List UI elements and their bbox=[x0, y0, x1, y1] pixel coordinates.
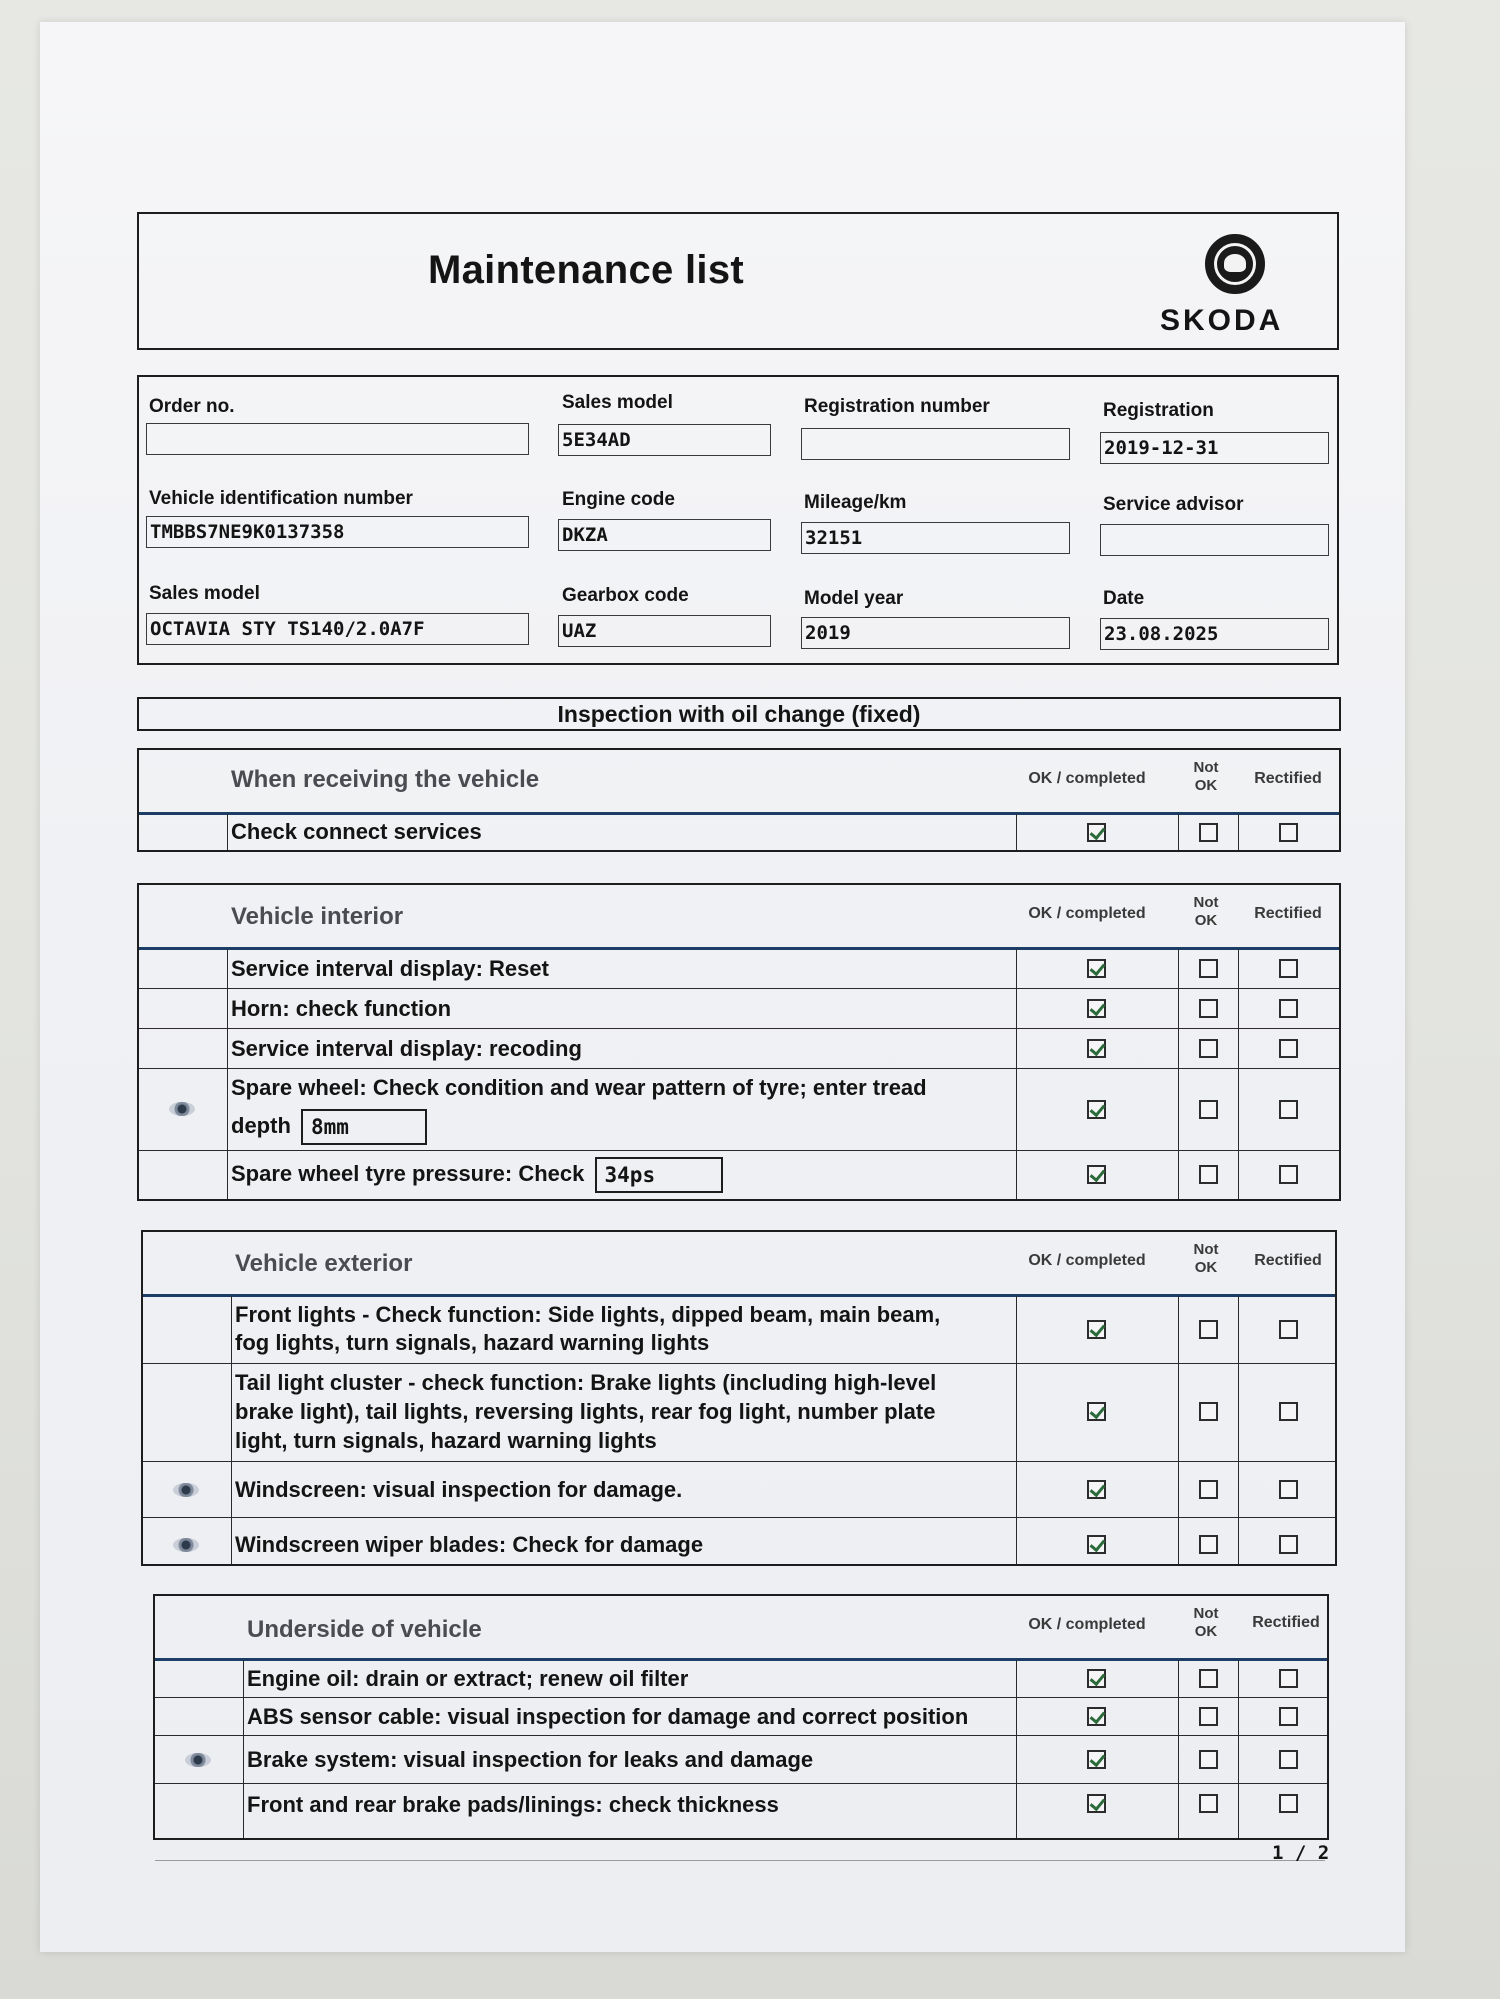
rectified-checkbox[interactable] bbox=[1279, 1535, 1298, 1554]
ok-checkbox[interactable] bbox=[1087, 1320, 1106, 1339]
rectified-checkbox[interactable] bbox=[1279, 1402, 1298, 1421]
notok-checkbox[interactable] bbox=[1199, 1794, 1218, 1813]
rectified-checkbox[interactable] bbox=[1279, 1100, 1298, 1119]
col-rectified-header: Rectified bbox=[1254, 1252, 1322, 1269]
col-rectified-header: Rectified bbox=[1252, 1614, 1320, 1631]
checklist-row bbox=[143, 1296, 1335, 1364]
ok-checkbox[interactable] bbox=[1087, 1402, 1106, 1421]
notok-checkbox[interactable] bbox=[1199, 1535, 1218, 1554]
order-no-field[interactable] bbox=[146, 423, 529, 455]
rectified-checkbox[interactable] bbox=[1279, 1480, 1298, 1499]
sales-model-name-label: Sales model bbox=[149, 583, 260, 604]
rectified-checkbox[interactable] bbox=[1279, 999, 1298, 1018]
date-label: Date bbox=[1103, 588, 1145, 609]
col-ok-header: OK / completed bbox=[1028, 1616, 1146, 1633]
section-underside bbox=[153, 1594, 1329, 1840]
checklist-row bbox=[155, 1736, 1327, 1784]
rectified-checkbox[interactable] bbox=[1279, 1707, 1298, 1726]
page-title: Maintenance list bbox=[428, 248, 744, 292]
page-number: 1 / 2 bbox=[1272, 1842, 1330, 1864]
order-no-label: Order no. bbox=[149, 396, 235, 417]
skoda-logo-icon bbox=[1205, 234, 1265, 294]
mileage-field[interactable]: 32151 bbox=[801, 522, 1070, 554]
section-title: When receiving the vehicle bbox=[231, 766, 540, 793]
col-ok-header: OK / completed bbox=[1028, 905, 1146, 922]
service-advisor-label: Service advisor bbox=[1103, 494, 1244, 515]
notok-checkbox[interactable] bbox=[1199, 1320, 1218, 1339]
ok-checkbox[interactable] bbox=[1087, 823, 1106, 842]
col-notok-header: Not OK bbox=[1193, 894, 1219, 929]
task-label: Service interval display: recoding bbox=[231, 1036, 582, 1061]
section-interior bbox=[137, 883, 1341, 1201]
notok-checkbox[interactable] bbox=[1199, 1402, 1218, 1421]
notok-checkbox[interactable] bbox=[1199, 1039, 1218, 1058]
task-label-cont: light, turn signals, hazard warning lights bbox=[235, 1428, 657, 1453]
eye-icon bbox=[185, 1753, 211, 1767]
notok-checkbox[interactable] bbox=[1199, 1480, 1218, 1499]
inspection-banner: Inspection with oil change (fixed) bbox=[137, 697, 1341, 731]
notok-checkbox[interactable] bbox=[1199, 1669, 1218, 1688]
ok-checkbox[interactable] bbox=[1087, 1794, 1106, 1813]
footer-divider bbox=[155, 1860, 1325, 1861]
task-label: Engine oil: drain or extract; renew oil filter bbox=[247, 1666, 689, 1691]
notok-checkbox[interactable] bbox=[1199, 823, 1218, 842]
vin-field[interactable]: TMBBS7NE9K0137358 bbox=[146, 516, 529, 548]
ok-checkbox[interactable] bbox=[1087, 1100, 1106, 1119]
ok-checkbox[interactable] bbox=[1087, 1535, 1106, 1554]
checklist-row bbox=[139, 1029, 1339, 1069]
brand-wordmark: SKODA bbox=[1160, 304, 1284, 337]
notok-checkbox[interactable] bbox=[1199, 999, 1218, 1018]
task-label-cont: depth bbox=[231, 1112, 291, 1138]
checklist-row bbox=[143, 1462, 1335, 1518]
task-label: Brake system: visual inspection for leaks and damage bbox=[247, 1747, 814, 1772]
checklist-row bbox=[155, 1698, 1327, 1736]
sales-model-code-label: Sales model bbox=[562, 392, 673, 413]
ok-checkbox[interactable] bbox=[1087, 1039, 1106, 1058]
ok-checkbox[interactable] bbox=[1087, 1707, 1106, 1726]
checklist-row bbox=[139, 1069, 1339, 1151]
task-label: Tail light cluster - check function: Brake lights (including high-level bbox=[235, 1370, 937, 1395]
eye-icon bbox=[169, 1102, 195, 1116]
date-field[interactable]: 23.08.2025 bbox=[1100, 618, 1329, 650]
model-year-field[interactable]: 2019 bbox=[801, 617, 1070, 649]
checklist-row bbox=[139, 989, 1339, 1029]
col-rectified-header: Rectified bbox=[1254, 905, 1322, 922]
task-label: Front lights - Check function: Side lights, dipped beam, main beam, bbox=[235, 1302, 941, 1327]
registration-number-field[interactable] bbox=[801, 428, 1070, 460]
registration-number-label: Registration number bbox=[804, 396, 990, 417]
eye-icon bbox=[173, 1483, 199, 1497]
mileage-label: Mileage/km bbox=[804, 492, 907, 513]
section-title: Underside of vehicle bbox=[247, 1616, 482, 1643]
section-title: Vehicle interior bbox=[231, 903, 404, 930]
ok-checkbox[interactable] bbox=[1087, 999, 1106, 1018]
rectified-checkbox[interactable] bbox=[1279, 1794, 1298, 1813]
checklist-row bbox=[139, 1151, 1339, 1201]
rectified-checkbox[interactable] bbox=[1279, 1320, 1298, 1339]
col-ok-header: OK / completed bbox=[1028, 1252, 1146, 1269]
col-notok-header: Not OK bbox=[1193, 1605, 1219, 1640]
service-advisor-field[interactable] bbox=[1100, 524, 1329, 556]
notok-checkbox[interactable] bbox=[1199, 1165, 1218, 1184]
checklist-row bbox=[139, 949, 1339, 989]
task-label: Front and rear brake pads/linings: check thickness bbox=[247, 1792, 779, 1817]
tyre-pressure-input[interactable]: 34ps bbox=[595, 1157, 723, 1193]
registration-field[interactable]: 2019-12-31 bbox=[1100, 432, 1329, 464]
registration-label: Registration bbox=[1103, 400, 1214, 421]
rectified-checkbox[interactable] bbox=[1279, 959, 1298, 978]
checklist-row bbox=[155, 1660, 1327, 1698]
ok-checkbox[interactable] bbox=[1087, 1669, 1106, 1688]
checklist-row bbox=[143, 1518, 1335, 1566]
ok-checkbox[interactable] bbox=[1087, 959, 1106, 978]
section-receiving bbox=[137, 748, 1341, 852]
notok-checkbox[interactable] bbox=[1199, 1100, 1218, 1119]
rectified-checkbox[interactable] bbox=[1279, 1039, 1298, 1058]
gearbox-code-field[interactable]: UAZ bbox=[558, 615, 771, 647]
notok-checkbox[interactable] bbox=[1199, 1750, 1218, 1769]
engine-code-label: Engine code bbox=[562, 489, 675, 510]
checklist-row bbox=[143, 1364, 1335, 1462]
notok-checkbox[interactable] bbox=[1199, 1707, 1218, 1726]
task-label: Windscreen: visual inspection for damage. bbox=[235, 1477, 683, 1502]
section-title: Vehicle exterior bbox=[235, 1250, 413, 1277]
task-label: Service interval display: Reset bbox=[231, 956, 549, 981]
task-label-cont: fog lights, turn signals, hazard warning lights bbox=[235, 1330, 710, 1355]
notok-checkbox[interactable] bbox=[1199, 959, 1218, 978]
col-rectified-header: Rectified bbox=[1254, 770, 1322, 787]
task-label: Horn: check function bbox=[231, 996, 452, 1021]
col-ok-header: OK / completed bbox=[1028, 770, 1146, 787]
sales-model-name-field[interactable]: OCTAVIA STY TS140/2.0A7F bbox=[146, 613, 529, 645]
vin-label: Vehicle identification number bbox=[149, 488, 413, 509]
ok-checkbox[interactable] bbox=[1087, 1480, 1106, 1499]
col-notok-header: Not OK bbox=[1193, 759, 1219, 794]
rectified-checkbox[interactable] bbox=[1279, 1669, 1298, 1688]
task-label: Check connect services bbox=[231, 819, 482, 844]
checklist-row bbox=[139, 814, 1339, 852]
engine-code-field[interactable]: DKZA bbox=[558, 519, 771, 551]
task-label-cont: brake light), tail lights, reversing lights, rear fog light, number plate bbox=[235, 1399, 936, 1424]
ok-checkbox[interactable] bbox=[1087, 1750, 1106, 1769]
rectified-checkbox[interactable] bbox=[1279, 823, 1298, 842]
tread-depth-input[interactable]: 8mm bbox=[301, 1109, 427, 1145]
gearbox-code-label: Gearbox code bbox=[562, 585, 689, 606]
task-label: Spare wheel: Check condition and wear pattern of tyre; enter tread bbox=[231, 1075, 927, 1100]
rectified-checkbox[interactable] bbox=[1279, 1750, 1298, 1769]
model-year-label: Model year bbox=[804, 588, 904, 609]
task-label: ABS sensor cable: visual inspection for damage and correct position bbox=[247, 1704, 969, 1729]
checklist-row bbox=[155, 1784, 1327, 1838]
rectified-checkbox[interactable] bbox=[1279, 1165, 1298, 1184]
eye-icon bbox=[173, 1538, 199, 1552]
task-label: Spare wheel tyre pressure: Check bbox=[231, 1160, 585, 1186]
task-label: Windscreen wiper blades: Check for damage bbox=[235, 1532, 704, 1557]
col-notok-header: Not OK bbox=[1193, 1241, 1219, 1276]
sales-model-code-field[interactable]: 5E34AD bbox=[558, 424, 771, 456]
ok-checkbox[interactable] bbox=[1087, 1165, 1106, 1184]
section-exterior bbox=[141, 1230, 1337, 1566]
